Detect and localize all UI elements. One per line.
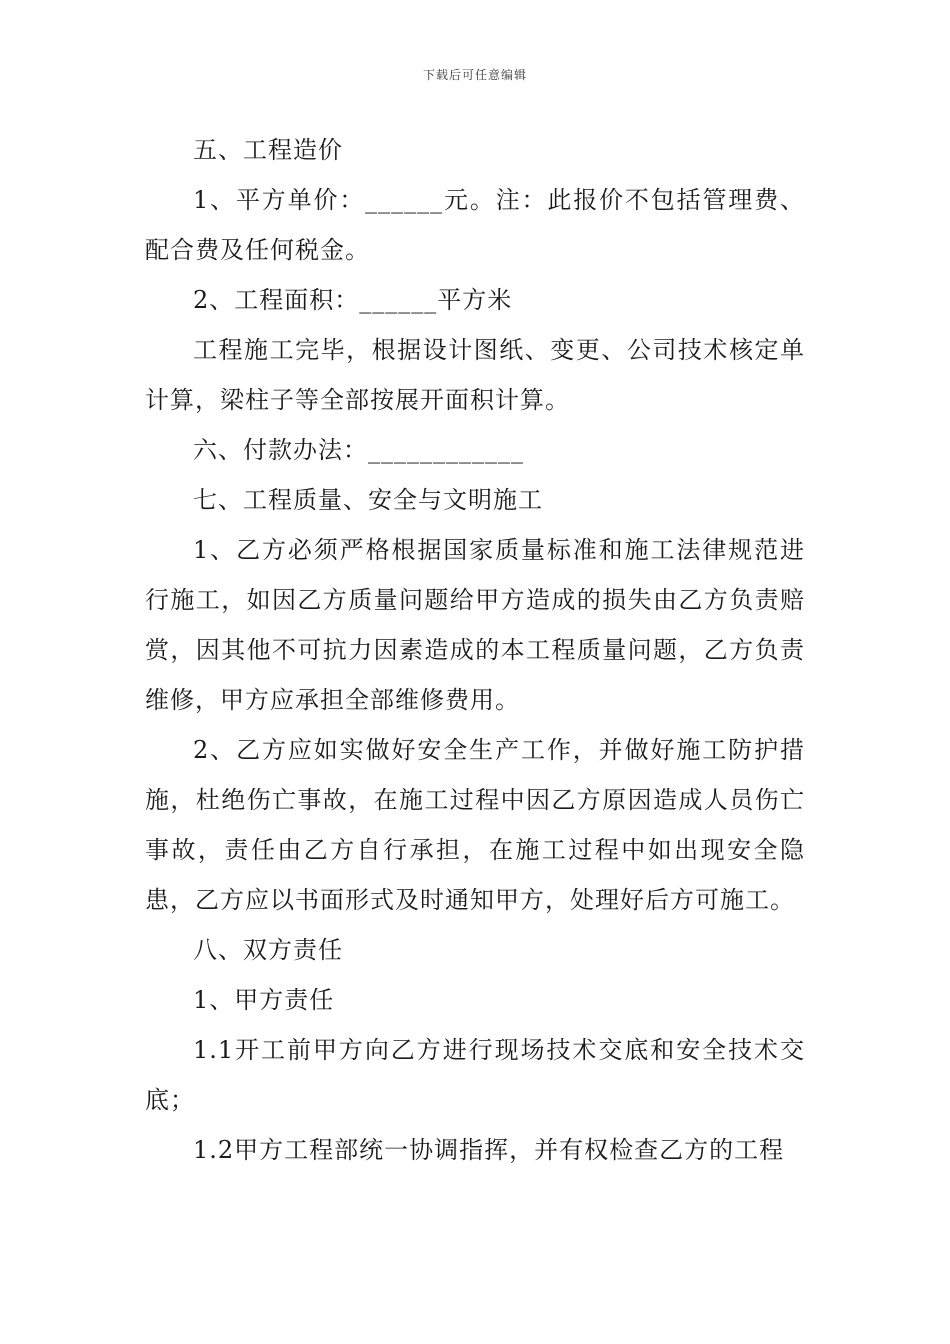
- paragraph-safety: 2、乙方应如实做好安全生产工作，并做好施工防护措施，杜绝伤亡事故，在施工过程中因乙方原因造成人员伤亡事故，责任由乙方自行承担，在施工过程中如出现安全隐患，乙方应以书面形式及时通知甲方，处理好后方可施工。: [145, 736, 805, 914]
- clause-1-2: 1.2甲方工程部统一协调指挥，并有权检查乙方的工程: [193, 1136, 785, 1164]
- section-heading-payment: 六、付款办法：____________: [193, 436, 524, 464]
- paragraph-unit-price: 1、平方单价：______元。注：此报价不包括管理费、配合费及任何税金。: [145, 186, 805, 264]
- section-heading-quality-safety: 七、工程质量、安全与文明施工: [193, 486, 543, 514]
- section-heading-responsibilities: 八、双方责任: [193, 936, 343, 964]
- paragraph-project-area: 2、工程面积：______平方米: [193, 286, 513, 314]
- subheading-party-a: 1、甲方责任: [193, 986, 335, 1014]
- clause-1-1: 1.1开工前甲方向乙方进行现场技术交底和安全技术交底；: [145, 1036, 805, 1114]
- document-body: [145, 125, 805, 1175]
- section-heading-cost: 五、工程造价: [193, 136, 343, 164]
- paragraph-quality: 1、乙方必须严格根据国家质量标准和施工法律规范进行施工，如因乙方质量问题给甲方造成的损失由乙方负责赔赏，因其他不可抗力因素造成的本工程质量问题，乙方负责维修，甲方应承担全部维修费用。: [145, 536, 805, 714]
- paragraph-area-calculation: 工程施工完毕，根据设计图纸、变更、公司技术核定单计算，梁柱子等全部按展开面积计算。: [145, 336, 805, 414]
- page-header: 下载后可任意编辑: [422, 68, 527, 82]
